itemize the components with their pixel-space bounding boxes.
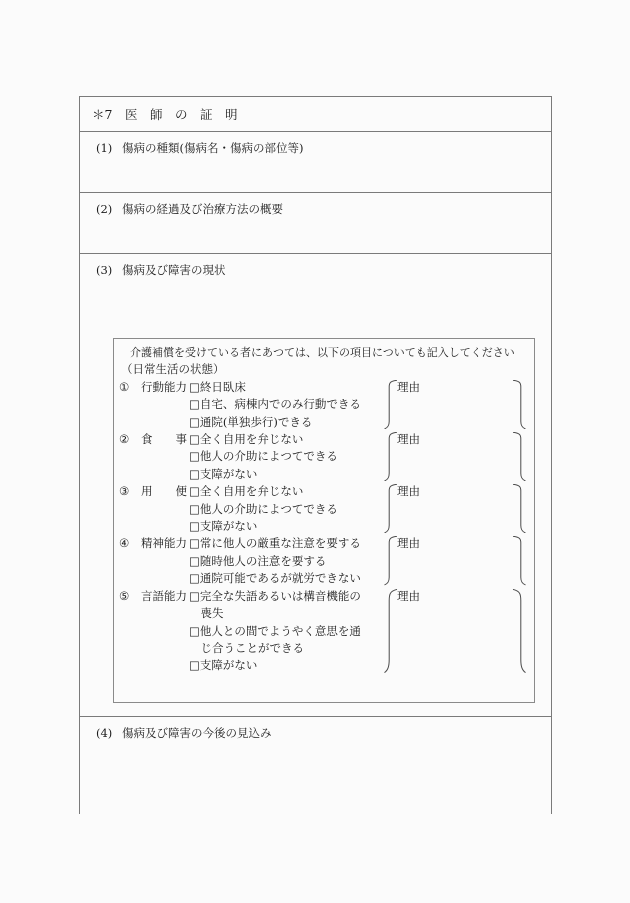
reason-left-bracket-icon <box>384 432 398 481</box>
daily-life-subtitle: （日常生活の状態） <box>121 362 225 377</box>
reason-label: 理由 <box>397 536 420 551</box>
checkbox-option <box>189 466 369 483</box>
section-row-injury-type <box>80 132 551 193</box>
care-box-notice: 介護補償を受けている者にあつては、以下の項目についても記入してください <box>130 346 515 359</box>
checkbox-icon: □ <box>189 449 200 464</box>
checkbox-option <box>189 414 369 431</box>
reason-label: 理由 <box>397 588 420 603</box>
checkbox-icon: □ <box>189 414 200 429</box>
option-label: 全く自用を弁じない <box>199 484 304 499</box>
care-item-language <box>119 588 528 675</box>
option-label: 支障がない <box>199 658 258 673</box>
checkbox-icon: □ <box>189 623 200 638</box>
option-label: 通院可能であるが就労できない <box>199 571 361 586</box>
reason-group <box>384 431 528 483</box>
section-label: 傷病及び障害の現状 <box>122 263 226 277</box>
reason-label: 理由 <box>397 379 420 394</box>
option-label: 通院(単独歩行)できる <box>199 414 313 429</box>
care-item-eating <box>119 431 528 483</box>
care-compensation-box <box>113 338 535 703</box>
reason-right-bracket-icon <box>512 536 526 585</box>
medical-certificate-table <box>79 96 552 814</box>
checkbox-icon: □ <box>189 501 200 516</box>
checkbox-icon: □ <box>189 432 200 447</box>
option-list <box>189 535 369 587</box>
checkbox-icon: □ <box>189 536 200 551</box>
section-number: (2) <box>96 202 113 216</box>
option-label: 他人の介助によつてできる <box>199 449 338 464</box>
reason-left-bracket-icon <box>384 484 398 533</box>
item-category: 用 便 <box>141 484 187 499</box>
section-heading <box>80 132 551 156</box>
checkbox-option <box>189 379 369 396</box>
form-section-title: ＊7 医 師 の 証 明 <box>92 107 238 122</box>
checkbox-option <box>189 448 369 465</box>
option-list <box>189 379 369 431</box>
option-label: 完全な失語あるいは構音機能の喪失 <box>199 588 361 621</box>
option-list <box>189 588 369 675</box>
reason-left-bracket-icon <box>384 380 398 429</box>
item-number: ② <box>119 432 130 447</box>
option-label: 自宅、病棟内でのみ行動できる <box>199 397 361 412</box>
reason-label: 理由 <box>397 432 420 447</box>
item-number: ① <box>119 379 130 394</box>
option-list <box>189 431 369 483</box>
item-category: 食 事 <box>141 432 187 447</box>
checkbox-icon: □ <box>189 397 200 412</box>
checkbox-option <box>189 623 369 658</box>
item-number: ⑤ <box>119 588 130 603</box>
item-category: 精神能力 <box>141 536 187 551</box>
checkbox-icon: □ <box>189 519 200 534</box>
option-label: 全く自用を弁じない <box>199 432 304 447</box>
checkbox-option <box>189 657 369 674</box>
checkbox-option <box>189 518 369 535</box>
checkbox-icon: □ <box>189 553 200 568</box>
reason-left-bracket-icon <box>384 536 398 585</box>
care-item-mental <box>119 535 528 587</box>
checkbox-option <box>189 535 369 552</box>
item-category: 言語能力 <box>141 588 187 603</box>
checkbox-icon: □ <box>189 484 200 499</box>
section-row-future-outlook <box>80 717 551 814</box>
option-label: 他人との間でようやく意思を通じ合うことができる <box>199 623 361 655</box>
item-category: 行動能力 <box>141 379 187 394</box>
checkbox-option <box>189 431 369 448</box>
item-number: ④ <box>119 536 130 551</box>
section-number: (3) <box>96 263 113 277</box>
reason-group <box>384 379 528 431</box>
checkbox-icon: □ <box>189 658 200 673</box>
section-heading <box>80 193 551 217</box>
option-label: 他人の介助によつてできる <box>199 501 338 516</box>
checkbox-option <box>189 483 369 500</box>
reason-group <box>384 535 528 587</box>
section-number: (1) <box>96 141 113 155</box>
section-label: 傷病の種類(傷病名・傷病の部位等) <box>122 141 304 155</box>
section-heading <box>80 717 551 741</box>
table-header-row <box>80 97 551 132</box>
checkbox-icon: □ <box>189 571 200 586</box>
reason-right-bracket-icon <box>512 589 526 673</box>
option-label: 終日臥床 <box>199 379 246 394</box>
reason-left-bracket-icon <box>384 589 398 673</box>
reason-group <box>384 588 528 675</box>
option-label: 随時他人の注意を要する <box>199 553 327 568</box>
checkbox-option <box>189 588 369 623</box>
item-number: ③ <box>119 484 130 499</box>
checkbox-option <box>189 501 369 518</box>
option-label: 支障がない <box>199 466 258 481</box>
reason-right-bracket-icon <box>512 380 526 429</box>
reason-right-bracket-icon <box>512 484 526 533</box>
section-row-current-condition <box>80 254 551 717</box>
care-item-toilet <box>119 483 528 535</box>
reason-group <box>384 483 528 535</box>
reason-right-bracket-icon <box>512 432 526 481</box>
option-label: 支障がない <box>199 519 258 534</box>
section-row-treatment-summary <box>80 193 551 254</box>
section-label: 傷病の経過及び治療方法の概要 <box>122 202 283 216</box>
checkbox-option <box>189 570 369 587</box>
option-list <box>189 483 369 535</box>
checkbox-option <box>189 553 369 570</box>
section-number: (4) <box>96 726 113 740</box>
section-heading <box>80 254 551 278</box>
reason-label: 理由 <box>397 484 420 499</box>
care-item-mobility <box>119 379 528 431</box>
option-label: 常に他人の厳重な注意を要する <box>199 536 361 551</box>
section-label: 傷病及び障害の今後の見込み <box>122 726 272 740</box>
checkbox-icon: □ <box>189 379 200 394</box>
checkbox-option <box>189 396 369 413</box>
checkbox-icon: □ <box>189 466 200 481</box>
checkbox-icon: □ <box>189 588 200 603</box>
